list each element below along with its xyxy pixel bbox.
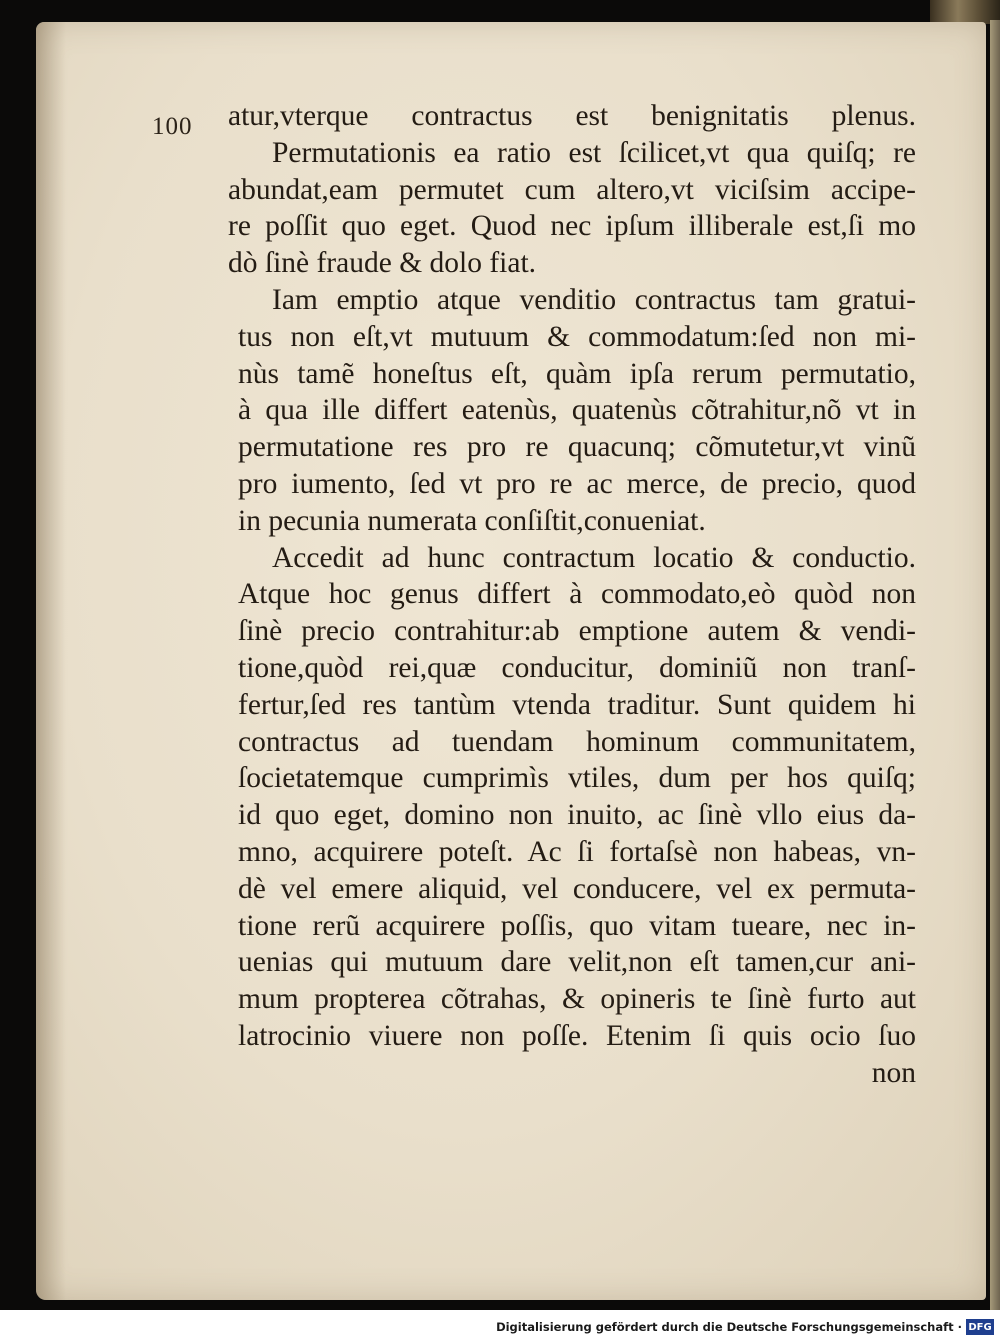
text-line: ſocietatemque cumprimìs vtiles, dum per hos quiſq; bbox=[238, 762, 916, 795]
text-line: tione rerũ acquirere poſſis, quo vitam tueare, nec in- bbox=[238, 909, 916, 942]
text-line: Atque hoc genus differt à commodato,eò quòd non bbox=[238, 578, 916, 611]
catchword: non bbox=[871, 1056, 916, 1089]
text-line: à qua ille differt eatenùs, quatenùs cõtrahitur,nõ vt in bbox=[238, 394, 916, 427]
text-line: mno, acquirere poteſt. Ac ſi fortaſsè non habeas, vn- bbox=[238, 835, 916, 868]
body-text bbox=[228, 98, 916, 1092]
text-line: re poſſit quo eget. Quod nec ipſum illiberale est,ſi mo bbox=[228, 210, 916, 243]
text-line: pro iumento, ſed vt pro re ac merce, de precio, quod bbox=[238, 467, 916, 500]
text-line: id quo eget, domino non inuito, ac ſinè vllo eius da- bbox=[238, 799, 916, 832]
page-gutter-shadow bbox=[36, 22, 66, 1300]
text-line: Iam emptio atque venditio contractus tam gratui- bbox=[272, 283, 916, 316]
text-line: abundat,eam permutet cum altero,vt viciſsim accipe- bbox=[228, 173, 916, 206]
text-line: ſinè precio contrahitur:ab emptione autem & vendi- bbox=[238, 615, 916, 648]
text-line: mum propterea cõtrahas, & opineris te ſinè furto aut bbox=[238, 983, 916, 1016]
digitization-credit: Digitalisierung gefördert durch die Deutsche Forschungsgemeinschaft · bbox=[496, 1320, 962, 1334]
text-line: uenias qui mutuum dare velit,non eſt tamen,cur ani- bbox=[238, 946, 916, 979]
text-line: Accedit ad hunc contractum locatio & conductio. bbox=[272, 541, 916, 574]
text-line: dò ſinè fraude & dolo fiat. bbox=[228, 247, 537, 280]
dfg-logo: DFG bbox=[966, 1319, 994, 1335]
text-line: latrocinio viuere non poſſe. Etenim ſi quis ocio ſuo bbox=[238, 1019, 916, 1052]
text-line: atur,vterque contractus est benignitatis plenus. bbox=[228, 100, 916, 132]
page-number: 100 bbox=[152, 113, 193, 140]
footer-bar bbox=[0, 1310, 1000, 1340]
text-line: tus non eſt,vt mutuum & commodatum:ſed non mi- bbox=[238, 320, 916, 353]
text-line: nùs tamẽ honeſtus eſt, quàm ipſa rerum permutatio, bbox=[238, 357, 916, 390]
text-line: dè vel emere aliquid, vel conducere, vel ex permuta- bbox=[238, 872, 916, 905]
text-line: in pecunia numerata conſiſtit,conueniat. bbox=[238, 504, 706, 537]
book-edge-right bbox=[990, 20, 1000, 1310]
text-line: contractus ad tuendam hominum communitatem, bbox=[238, 725, 916, 758]
text-line: tione,quòd rei,quæ conducitur, dominiũ non tranſ- bbox=[238, 651, 916, 684]
text-line: Permutationis ea ratio est ſcilicet,vt qua quiſq; re bbox=[272, 136, 916, 169]
text-line: fertur,ſed res tantùm vtenda traditur. Sunt quidem hi bbox=[238, 688, 916, 721]
text-line: permutatione res pro re quacunq; cõmutetur,vt vinũ bbox=[238, 431, 916, 464]
